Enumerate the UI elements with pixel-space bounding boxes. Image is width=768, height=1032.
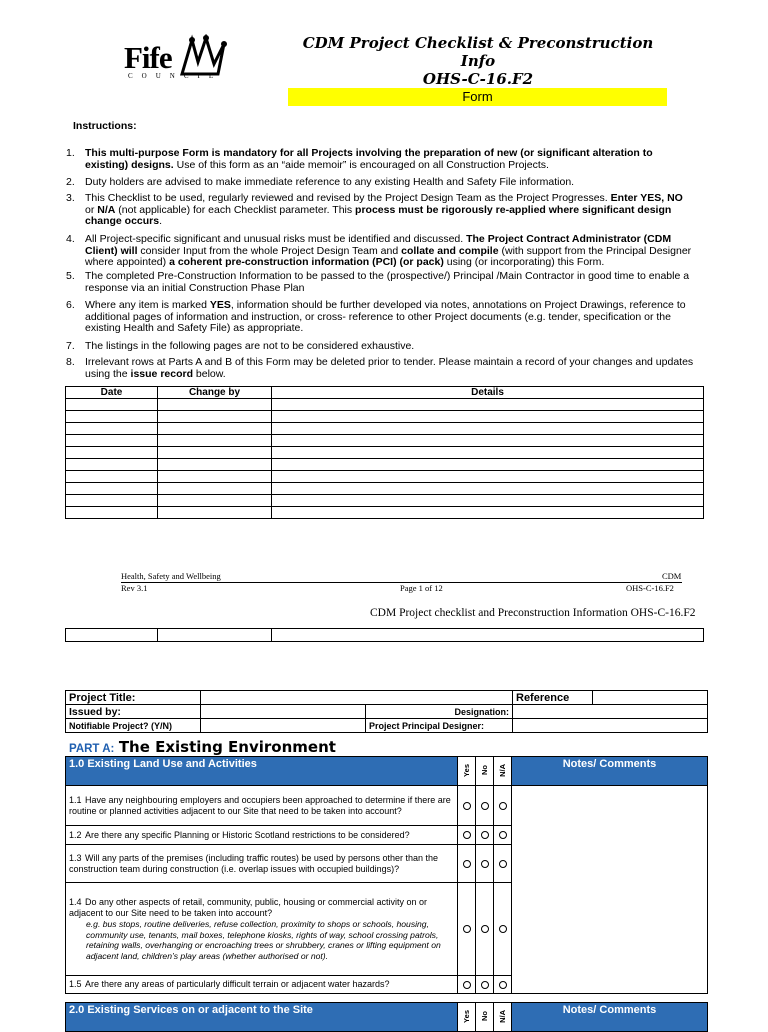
no-col-header: No bbox=[480, 765, 489, 775]
instruction-text: All Project-specific significant and unusual risks must be identified and discussed. The Project Contract Administrator (CDM Client) will consider Input from the whole Project Design Team and collate and compile (with support from the Principal Designer where appointed) a coherent pre-construction information (PCI) (or pack) using (or incorporating) this Form. bbox=[85, 233, 692, 269]
no-option-cell bbox=[476, 826, 494, 845]
record-cell[interactable] bbox=[66, 399, 158, 411]
na-radio-button[interactable] bbox=[499, 981, 507, 989]
no-radio-button[interactable] bbox=[481, 925, 489, 933]
council-logo-sub: COUNCIL bbox=[128, 72, 223, 80]
no-radio-button[interactable] bbox=[481, 831, 489, 839]
issue-record-table bbox=[65, 386, 704, 519]
notes-field[interactable] bbox=[512, 786, 708, 994]
na-radio-button[interactable] bbox=[499, 925, 507, 933]
issue-record-continuation bbox=[65, 628, 704, 642]
instruction-number: 2. bbox=[66, 176, 75, 188]
doc-title-line2: Info bbox=[460, 52, 496, 70]
instruction-number: 6. bbox=[66, 299, 75, 311]
table-row bbox=[66, 435, 704, 447]
table-row bbox=[66, 471, 704, 483]
record-cell[interactable] bbox=[158, 435, 272, 447]
record-cell[interactable] bbox=[66, 423, 158, 435]
instruction-text: The completed Pre-Construction Information to be passed to the (prospective/) Principal /Main Contractor in good time to enable a response via an initial Construction Phase Plan bbox=[85, 270, 690, 294]
project-details-table bbox=[65, 690, 708, 733]
record-cell[interactable] bbox=[66, 495, 158, 507]
yes-col-header: Yes bbox=[462, 763, 471, 777]
project-title-label: Project Title: bbox=[66, 691, 201, 705]
instruction-text: This Checklist to be used, regularly reviewed and revised by the Project Design Team as the Project Progresses. Enter YES, NO or N/A (not applicable) for each Checklist parameter. This process must be rigorously re-applied where significant design change occurs. bbox=[85, 192, 683, 228]
question-number: 1.5 bbox=[69, 979, 82, 989]
record-cell[interactable] bbox=[158, 471, 272, 483]
record-cell[interactable] bbox=[158, 411, 272, 423]
question-number: 1.3 bbox=[69, 852, 82, 863]
no-col-header: No bbox=[480, 1011, 489, 1021]
record-cell[interactable] bbox=[66, 411, 158, 423]
na-option-cell bbox=[494, 845, 512, 883]
record-cell[interactable] bbox=[158, 423, 272, 435]
table-row bbox=[66, 507, 704, 519]
part-a-title: The Existing Environment bbox=[118, 738, 336, 756]
record-cell[interactable] bbox=[66, 507, 158, 519]
question-cell bbox=[66, 845, 458, 883]
footer-dept: Health, Safety and Wellbeing bbox=[121, 571, 221, 581]
yes-radio-button[interactable] bbox=[463, 925, 471, 933]
question-text: Are there any specific Planning or Historic Scotland restrictions to be considered? bbox=[85, 829, 410, 840]
table-row bbox=[66, 411, 704, 423]
no-option-cell bbox=[476, 883, 494, 976]
no-option-cell bbox=[476, 786, 494, 826]
designation-label: Designation: bbox=[366, 705, 513, 719]
record-cell[interactable] bbox=[272, 435, 704, 447]
instruction-text: Duty holders are advised to make immediate reference to any existing Health and Safety File information. bbox=[85, 176, 575, 188]
question-cell bbox=[66, 976, 458, 994]
part-a-prefix: PART A: bbox=[69, 743, 115, 755]
reference-label: Reference bbox=[513, 691, 593, 705]
doc-title-line1: CDM Project Checklist & Preconstruction bbox=[302, 34, 654, 52]
record-cell[interactable] bbox=[158, 459, 272, 471]
question-cell bbox=[66, 883, 458, 976]
table-row bbox=[66, 447, 704, 459]
record-cell[interactable] bbox=[66, 435, 158, 447]
record-cell[interactable] bbox=[66, 459, 158, 471]
question-example: e.g. bus stops, routine deliveries, refuse collection, proximity to shops or schools, housing, community use, tenants, mail boxes, telephone kiosks, rights of way, school crossing patrols, retaining walls, overhanging or encroaching trees or shrubbery, cranes or lifting equipment on adjacent land, children’s play areas (whether authorised or not). bbox=[86, 919, 441, 961]
council-logo-name: Fife bbox=[124, 40, 172, 75]
record-cell[interactable] bbox=[158, 495, 272, 507]
notifiable-field[interactable] bbox=[201, 719, 366, 733]
record-cell[interactable] bbox=[66, 471, 158, 483]
project-title-field[interactable] bbox=[201, 691, 513, 705]
col-details: Details bbox=[272, 387, 704, 399]
notifiable-label: Notifiable Project? (Y/N) bbox=[66, 719, 201, 733]
record-cell[interactable] bbox=[272, 423, 704, 435]
instruction-number: 4. bbox=[66, 233, 75, 245]
record-cell[interactable] bbox=[272, 483, 704, 495]
yes-radio-button[interactable] bbox=[463, 802, 471, 810]
instructions-heading: Instructions: bbox=[73, 120, 137, 132]
instruction-number: 8. bbox=[66, 356, 75, 368]
no-radio-button[interactable] bbox=[481, 860, 489, 868]
notes-col-header: Notes/ Comments bbox=[512, 1003, 708, 1032]
instruction-number: 5. bbox=[66, 270, 75, 282]
no-radio-button[interactable] bbox=[481, 981, 489, 989]
table-row bbox=[66, 483, 704, 495]
section1-table bbox=[65, 756, 708, 994]
na-option-cell bbox=[494, 826, 512, 845]
footer-page: Page 1 of 12 bbox=[400, 583, 443, 593]
na-option-cell bbox=[494, 883, 512, 976]
record-cell[interactable] bbox=[66, 447, 158, 459]
table-row bbox=[66, 459, 704, 471]
record-cell[interactable] bbox=[272, 447, 704, 459]
na-radio-button[interactable] bbox=[499, 802, 507, 810]
fife-logo-icon bbox=[178, 34, 228, 80]
na-radio-button[interactable] bbox=[499, 831, 507, 839]
yes-radio-button[interactable] bbox=[463, 860, 471, 868]
section2-heading: 2.0 Existing Services on or adjacent to the Site bbox=[66, 1003, 458, 1032]
instruction-number: 7. bbox=[66, 340, 75, 352]
yes-option-cell bbox=[458, 883, 476, 976]
na-radio-button[interactable] bbox=[499, 860, 507, 868]
record-cell[interactable] bbox=[272, 507, 704, 519]
no-option-cell bbox=[476, 976, 494, 994]
issued-by-label: Issued by: bbox=[66, 705, 201, 719]
no-radio-button[interactable] bbox=[481, 802, 489, 810]
footer-rev: Rev 3.1 bbox=[121, 583, 148, 593]
na-col-header: N/A bbox=[498, 763, 507, 777]
page2-header: CDM Project checklist and Preconstruction Information OHS-C-16.F2 bbox=[370, 607, 696, 619]
record-cell[interactable] bbox=[272, 471, 704, 483]
record-cell[interactable] bbox=[158, 507, 272, 519]
notes-col-header: Notes/ Comments bbox=[512, 757, 708, 786]
question-number: 1.1 bbox=[69, 794, 82, 805]
principal-designer-field[interactable] bbox=[513, 719, 708, 733]
instruction-text: Where any item is marked YES, information should be further developed via notes, annotations on Project Drawings, reference to additional pages of information and instruction, or cross- reference to other Project documents (e.g. tender, specification or the existing Health and Safety File) as appropriate. bbox=[85, 299, 686, 335]
checklist-row bbox=[66, 786, 708, 826]
col-date: Date bbox=[66, 387, 158, 399]
record-cell[interactable] bbox=[158, 447, 272, 459]
table-row bbox=[66, 423, 704, 435]
record-cell[interactable] bbox=[158, 483, 272, 495]
footer-code: OHS-C-16.F2 bbox=[626, 583, 674, 593]
question-text: Will any parts of the premises (including traffic routes) be used by persons other than the construction team during construction (i.e. overlap issues with occupied buildings)? bbox=[69, 852, 439, 874]
section2-table bbox=[65, 1002, 708, 1032]
record-cell[interactable] bbox=[272, 399, 704, 411]
yes-option-cell bbox=[458, 845, 476, 883]
table-row bbox=[66, 399, 704, 411]
yes-option-cell bbox=[458, 976, 476, 994]
question-number: 1.4 bbox=[69, 897, 82, 907]
designation-field[interactable] bbox=[513, 705, 708, 719]
yes-radio-button[interactable] bbox=[463, 981, 471, 989]
footer-rule bbox=[121, 582, 682, 583]
question-cell bbox=[66, 786, 458, 826]
record-cell[interactable] bbox=[272, 459, 704, 471]
reference-field[interactable] bbox=[593, 691, 708, 705]
instruction-text: This multi-purpose Form is mandatory for all Projects involving the preparation of new (or significant alteration to existing) designs. Use of this form as an “aide memoir” is encouraged on all Construction Projects. bbox=[85, 147, 653, 171]
question-number: 1.2 bbox=[69, 829, 82, 840]
section1-heading: 1.0 Existing Land Use and Activities bbox=[66, 757, 458, 786]
col-change-by: Change by bbox=[158, 387, 272, 399]
question-text: Do any other aspects of retail, community, public, housing or commercial activity on or adjacent to our Site need to be taken into account? bbox=[69, 897, 427, 918]
yes-col-header: Yes bbox=[462, 1009, 471, 1023]
footer-cdm: CDM bbox=[662, 571, 682, 581]
yes-option-cell bbox=[458, 786, 476, 826]
instruction-number: 1. bbox=[66, 147, 75, 159]
no-option-cell bbox=[476, 845, 494, 883]
part-a-heading bbox=[69, 738, 336, 757]
instruction-text: The listings in the following pages are not to be considered exhaustive. bbox=[85, 340, 415, 352]
record-cell[interactable] bbox=[158, 399, 272, 411]
yes-radio-button[interactable] bbox=[463, 831, 471, 839]
form-label: Form bbox=[288, 88, 667, 106]
na-col-header: N/A bbox=[498, 1009, 507, 1023]
question-text: Are there any areas of particularly difficult terrain or adjacent water hazards? bbox=[85, 979, 390, 989]
na-option-cell bbox=[494, 786, 512, 826]
principal-designer-label: Project Principal Designer: bbox=[366, 719, 513, 733]
instruction-number: 3. bbox=[66, 192, 75, 204]
instruction-text: Irrelevant rows at Parts A and B of this Form may be deleted prior to tender. Please maintain a record of your changes and updates using the issue record below. bbox=[85, 356, 694, 380]
record-cell[interactable] bbox=[66, 483, 158, 495]
yes-option-cell bbox=[458, 826, 476, 845]
table-row bbox=[66, 495, 704, 507]
record-cell[interactable] bbox=[272, 411, 704, 423]
doc-code: OHS-C-16.F2 bbox=[422, 70, 534, 88]
issued-by-field[interactable] bbox=[201, 705, 366, 719]
na-option-cell bbox=[494, 976, 512, 994]
question-cell bbox=[66, 826, 458, 845]
question-text: Have any neighbouring employers and occupiers been approached to determine if there are routine or planned activities adjacent to our Site that need to be taken into account? bbox=[69, 794, 451, 816]
record-cell[interactable] bbox=[272, 495, 704, 507]
